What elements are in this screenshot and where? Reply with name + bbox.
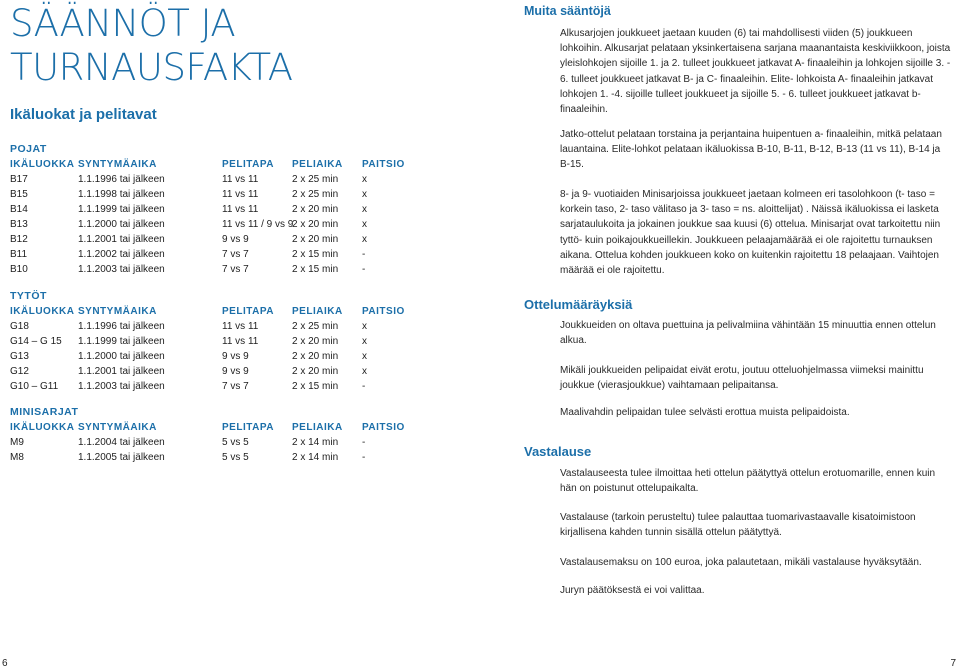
cell-format: 5 vs 5 <box>222 437 249 448</box>
cell-format: 11 vs 11 <box>222 174 259 185</box>
table-title: TYTÖT <box>10 290 47 302</box>
table-row <box>10 349 430 364</box>
cell-offside: x <box>362 189 367 200</box>
table-row <box>10 202 430 217</box>
table-row <box>10 187 430 202</box>
header-age: IKÄLUOKKA <box>10 422 75 433</box>
cell-format: 7 vs 7 <box>222 264 249 275</box>
table-pojat <box>10 142 430 277</box>
header-time: PELIAIKA <box>292 306 343 317</box>
header-time: PELIAIKA <box>292 422 343 433</box>
cell-time: 2 x 14 min <box>292 452 339 463</box>
header-offside: PAITSIO <box>362 306 405 317</box>
cell-offside: x <box>362 234 367 245</box>
cell-age: G10 – G11 <box>10 381 59 392</box>
vastalause-heading-wrap <box>524 444 954 459</box>
cell-birth: 1.1.2005 tai jälkeen <box>78 452 165 463</box>
table-header <box>10 420 430 435</box>
cell-age: G12 <box>10 366 29 377</box>
cell-time: 2 x 25 min <box>292 189 339 200</box>
muita-heading-wrap <box>524 4 954 18</box>
cell-birth: 1.1.2003 tai jälkeen <box>78 264 165 275</box>
header-offside: PAITSIO <box>362 159 405 170</box>
header-time: PELIAIKA <box>292 159 343 170</box>
cell-format: 11 vs 11 <box>222 189 259 200</box>
cell-birth: 1.1.1998 tai jälkeen <box>78 189 165 200</box>
cell-time: 2 x 14 min <box>292 437 339 448</box>
cell-format: 7 vs 7 <box>222 381 249 392</box>
cell-format: 9 vs 9 <box>222 366 249 377</box>
cell-age: M8 <box>10 452 24 463</box>
cell-age: B13 <box>10 219 28 230</box>
table-row <box>10 319 430 334</box>
page-number-left: 6 <box>2 658 8 669</box>
table-title: POJAT <box>10 143 47 155</box>
cell-time: 2 x 20 min <box>292 366 339 377</box>
cell-format: 7 vs 7 <box>222 249 249 260</box>
title-line-2: TURNAUSFAKTA <box>10 46 293 89</box>
cell-format: 5 vs 5 <box>222 452 249 463</box>
cell-offside: x <box>362 174 367 185</box>
page-number-right: 7 <box>950 658 956 669</box>
heading-vastalause: Vastalause <box>524 444 592 459</box>
cell-format: 11 vs 11 <box>222 321 259 332</box>
cell-age: G13 <box>10 351 29 362</box>
cell-birth: 1.1.2001 tai jälkeen <box>78 366 165 377</box>
paragraph-pelipaidat: Mikäli joukkueiden pelipaidat eivät erotu, joutuu otteluohjelmassa viimeksi mainittu joukkue (vierasjoukkue) vaihtamaan pelipaitansa. <box>560 365 924 392</box>
cell-age: G18 <box>10 321 29 332</box>
table-header <box>10 157 430 172</box>
cell-format: 11 vs 11 <box>222 204 259 215</box>
cell-time: 2 x 20 min <box>292 336 339 347</box>
cell-time: 2 x 25 min <box>292 321 339 332</box>
cell-birth: 1.1.2004 tai jälkeen <box>78 437 165 448</box>
paragraph-vastalause-palautus: Vastalause (tarkoin perusteltu) tulee palauttaa tuomarivastaavalle kisatoimistoon kirjallisena kahden tunnin sisällä ottelun päätyttyä. <box>560 512 916 539</box>
cell-time: 2 x 20 min <box>292 219 339 230</box>
cell-age: B15 <box>10 189 28 200</box>
cell-birth: 1.1.2001 tai jälkeen <box>78 234 165 245</box>
cell-offside: - <box>362 452 366 463</box>
table-row <box>10 232 430 247</box>
cell-offside: x <box>362 366 367 377</box>
ottelu-heading-wrap <box>524 297 954 312</box>
cell-format: 11 vs 11 / 9 vs 9 <box>222 219 294 230</box>
header-age: IKÄLUOKKA <box>10 159 75 170</box>
table-row <box>10 364 430 379</box>
cell-time: 2 x 20 min <box>292 351 339 362</box>
paragraph-jury: Juryn päätöksestä ei voi valittaa. <box>560 585 705 596</box>
page-title <box>10 2 293 90</box>
cell-birth: 1.1.1996 tai jälkeen <box>78 321 165 332</box>
cell-format: 9 vs 9 <box>222 351 249 362</box>
cell-birth: 1.1.2000 tai jälkeen <box>78 351 165 362</box>
title-line-1: SÄÄNNÖT JA <box>10 2 236 45</box>
table-row <box>10 247 430 262</box>
table-row <box>10 379 430 394</box>
paragraph-jatko-ottelut: Jatko-ottelut pelataan torstaina ja perjantaina huipentuen a- finaaleihin, mitkä pelataan lauantaina. Elite-lohkot pelataan ikäluokissa B-10, B-11, B-12, B-13 (11 vs 11), B-14 ja B-15. <box>560 129 942 171</box>
cell-format: 11 vs 11 <box>222 336 259 347</box>
cell-age: M9 <box>10 437 24 448</box>
table-row <box>10 262 430 277</box>
table-header <box>10 304 430 319</box>
cell-offside: x <box>362 219 367 230</box>
cell-age: B10 <box>10 264 28 275</box>
cell-time: 2 x 15 min <box>292 381 339 392</box>
table-row <box>10 217 430 232</box>
cell-age: B17 <box>10 174 28 185</box>
cell-time: 2 x 20 min <box>292 204 339 215</box>
cell-birth: 1.1.2000 tai jälkeen <box>78 219 165 230</box>
table-row <box>10 450 430 465</box>
cell-age: B11 <box>10 249 28 260</box>
header-format: PELITAPA <box>222 159 274 170</box>
cell-offside: - <box>362 264 366 275</box>
cell-offside: x <box>362 204 367 215</box>
paragraph-maalivahti: Maalivahdin pelipaidan tulee selvästi erottua muista pelipaidoista. <box>560 407 850 418</box>
header-age: IKÄLUOKKA <box>10 306 75 317</box>
cell-birth: 1.1.1996 tai jälkeen <box>78 174 165 185</box>
cell-birth: 1.1.2002 tai jälkeen <box>78 249 165 260</box>
header-birth: SYNTYMÄAIKA <box>78 159 157 170</box>
heading-muita-saantoja: Muita sääntöjä <box>524 4 611 18</box>
cell-time: 2 x 25 min <box>292 174 339 185</box>
table-minisarjat <box>10 405 430 465</box>
cell-offside: - <box>362 437 366 448</box>
cell-offside: x <box>362 351 367 362</box>
cell-offside: x <box>362 336 367 347</box>
cell-birth: 1.1.1999 tai jälkeen <box>78 336 165 347</box>
cell-time: 2 x 15 min <box>292 264 339 275</box>
cell-offside: - <box>362 381 366 392</box>
table-tytot <box>10 289 430 394</box>
cell-time: 2 x 15 min <box>292 249 339 260</box>
table-row <box>10 435 430 450</box>
header-format: PELITAPA <box>222 422 274 433</box>
paragraph-vastalausemaksu: Vastalausemaksu on 100 euroa, joka palautetaan, mikäli vastalause hyväksytään. <box>560 557 922 568</box>
header-offside: PAITSIO <box>362 422 405 433</box>
cell-age: B14 <box>10 204 28 215</box>
paragraph-minisarjat: 8- ja 9- vuotiaiden Minisarjoissa joukkueet jaetaan kolmeen eri tasolohkoon (t- taso = korkein taso, 2- taso välitaso ja 3- taso = ns. aloittelijat) . Näissä ikäluokissa ei lasketa sarjataulukoita ja jokainen joukkue saa kuusi (6) ottelua. Minisarjat ovat tarkoitettu niin tyttö- kuin poikajoukkueillekin. Joukkueen pelaajamäärää ei ole rajoitettu turnauksen aikana. Ottelua kohden joukkueen koko on kuitenkin rajoitettu 18 pelaajaan. Vaihtojen määrää ei ole rajoitettu. <box>560 189 941 277</box>
header-birth: SYNTYMÄAIKA <box>78 306 157 317</box>
section-subtitle: Ikäluokat ja pelitavat <box>10 106 157 123</box>
cell-age: B12 <box>10 234 28 245</box>
table-title: MINISARJAT <box>10 406 79 418</box>
cell-time: 2 x 20 min <box>292 234 339 245</box>
cell-birth: 1.1.2003 tai jälkeen <box>78 381 165 392</box>
paragraph-pelivalmiina: Joukkueiden on oltava puettuina ja pelivalmiina vähintään 15 minuuttia ennen ottelun alkua. <box>560 320 936 347</box>
cell-offside: - <box>362 249 366 260</box>
cell-offside: x <box>362 321 367 332</box>
cell-age: G14 – G 15 <box>10 336 62 347</box>
heading-ottelumaaraykset: Ottelumääräyksiä <box>524 297 633 312</box>
table-row <box>10 334 430 349</box>
paragraph-vastalause-ilmoitus: Vastalauseesta tulee ilmoittaa heti ottelun päätyttyä ottelun erotuomarille, ennen kuin hän on poistunut ottelupaikalta. <box>560 468 936 495</box>
cell-birth: 1.1.1999 tai jälkeen <box>78 204 165 215</box>
table-row <box>10 172 430 187</box>
header-birth: SYNTYMÄAIKA <box>78 422 157 433</box>
header-format: PELITAPA <box>222 306 274 317</box>
cell-format: 9 vs 9 <box>222 234 249 245</box>
paragraph-alkusarjat: Alkusarjojen joukkueet jaetaan kuuden (6) tai mahdollisesti viiden (5) joukkueen lohkoihin. Alkusarjat pelataan yksinkertaisena sarjana maanantaista keskiviikkoon, joista yleislohkojen sijoille 1. ja 2. tulleet joukkueet jatkavat A- finaaleihin ja lohkojen sijoille 3. - 6. tulleet joukkueet jatkavat B- ja C- finaaleihin. Elite- lohkoista A- finaaleihin jatkavat lohkojen 1. -4. sijoille tulleet joukkueet ja sijoille 5. - 6. tulleet joukkueet jatkavat b- finaaleihin. <box>560 28 951 116</box>
